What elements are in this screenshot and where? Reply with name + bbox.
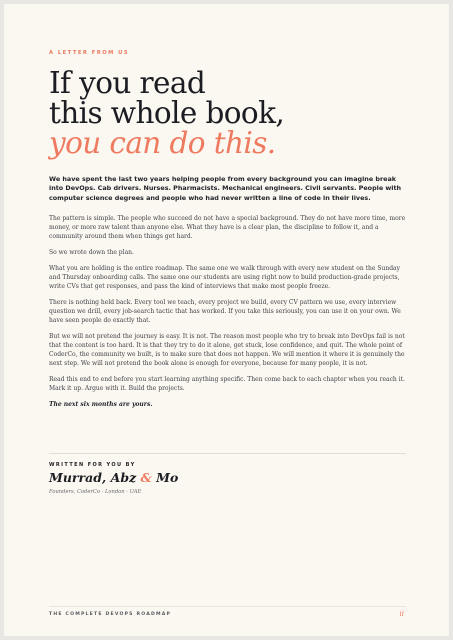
letter-page bbox=[4, 4, 449, 636]
lead-paragraph: We have spent the last two years helping people from every background you can imagine break into DevOps. Cab drivers. Nurses. Pharmacists. Mechanical engineers. Civil servants. People with computer science degrees and people who had never written a line of code in their lives. bbox=[49, 175, 402, 202]
signature-names bbox=[49, 470, 178, 485]
page-number: ii bbox=[399, 610, 404, 618]
page-title bbox=[49, 68, 409, 158]
signature-label: WRITTEN FOR YOU BY bbox=[49, 462, 136, 468]
body-paragraph: So we wrote down the plan. bbox=[49, 249, 134, 256]
closing-line: The next six months are yours. bbox=[49, 401, 153, 408]
title-line-1: If you read bbox=[49, 66, 206, 100]
signature-names-part-2: Mo bbox=[151, 470, 179, 485]
letter-body bbox=[49, 214, 407, 416]
body-paragraph: What you are holding is the entire roadmap. The same one we walk through with every new student on the Sunday and Thursday onboarding calls. The same one our students are using right now to build production-grade projects, write CVs that get responses, and pass the kind of interviews that make most people freeze. bbox=[49, 265, 401, 290]
signature-divider bbox=[49, 453, 406, 454]
body-paragraph: There is nothing held back. Every tool we teach, every project we build, every CV pattern we use, every interview question we drill, every job-search tactic that has worked. If you take this seriously, you can use it on your own. We have seen people do exactly that. bbox=[49, 299, 401, 324]
title-line-3-accent: you can do this. bbox=[49, 126, 276, 160]
signature-ampersand: & bbox=[140, 470, 152, 485]
title-line-2: this whole book, bbox=[49, 96, 285, 130]
body-paragraph: Read this end to end before you start learning anything specific. Then come back to each chapter when you reach it. Mark it up. Argue with it. Build the projects. bbox=[49, 376, 405, 392]
signature-names-part-1: Murrad, Abz bbox=[49, 470, 141, 485]
footer-divider bbox=[49, 606, 406, 607]
body-paragraph: The pattern is simple. The people who succeed do not have a special background. They do not have more time, more money, or more raw talent than anyone else. What they have is a clear plan, the discipline to follow it, and a community around them when things get hard. bbox=[49, 215, 406, 240]
section-kicker: A LETTER FROM US bbox=[49, 50, 130, 56]
body-paragraph: But we will not pretend the journey is easy. It is not. The reason most people who try to break into DevOps fail is not that the content is too hard. It is that they try to do it alone, get stuck, lose confidence, and quit. The whole point of CoderCo, the community we built, is to make sure that does not happen. We will mention it where it is genuinely the next step. We will not pretend the book alone is enough for everyone, because for many people, it is not. bbox=[49, 333, 405, 367]
footer-book-title: THE COMPLETE DEVOPS ROADMAP bbox=[49, 612, 172, 617]
signature-subtitle: Founders, CoderCo · London · UAE bbox=[49, 489, 142, 495]
